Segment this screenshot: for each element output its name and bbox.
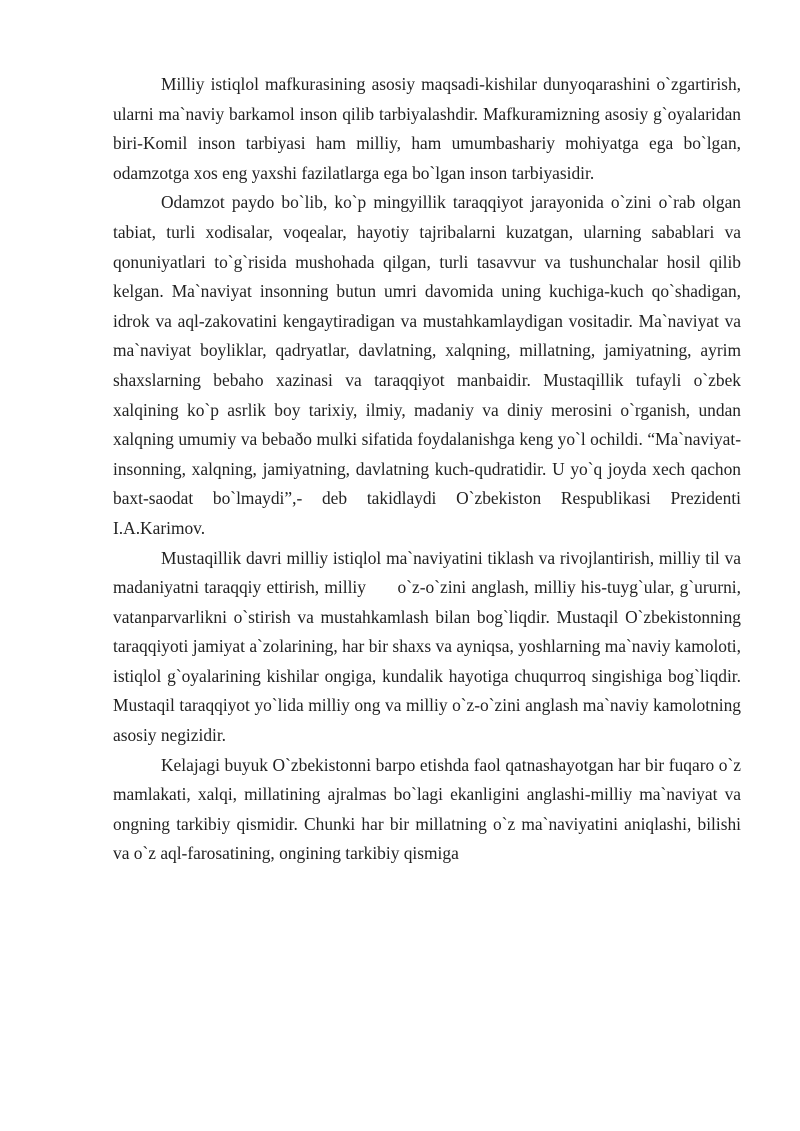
paragraph-1: Milliy istiqlol mafkurasining asosiy maqsadi-kishilar dunyoqarashini o`zgartirish, ularni ma`naviy barkamol inson qilib tarbiyalashdir. Mafkuramizning asosiy g`oyalaridan biri-Komil inson tarbiyasi ham milliy, ham umumbashariy mohiyatga ega bo`lgan, odamzotga xos eng yaxshi fazilatlarga ega bo`lgan inson tarbiyasidir.	[113, 74, 741, 183]
document-body	[113, 70, 741, 869]
paragraph-4: Kelajagi buyuk O`zbekistonni barpo etishda faol qatnashayotgan har bir fuqaro o`z mamlakati, xalqi, millatining ajralmas bo`lagi ekanligini anglashi-milliy ma`naviyat va ongning tarkibiy qismidir. Chunki har bir millatning o`z ma`naviyatini aniqlashi, bilishi va o`z aql-farosatining, ongining tarkibiy qismiga	[113, 754, 741, 864]
paragraph-3: Mustaqillik davri milliy istiqlol ma`naviyatini tiklash va rivojlantirish, milliy til va madaniyatni taraqqiy ettirish, milliy o`z-o`zini anglash, milliy his-tuyg`ular, g`ururni, vatanparvarlikni o`stirish va mustahkamlash bilan bog`liqdir. Mustaqil O`zbekistonning taraqqiyoti jamiyat a`zolarining, har bir shaxs va ayniqsa, yoshlarning ma`naviy kamoloti, istiqlol g`oyalarining kishilar ongiga, kundalik hayotiga chuqurroq singishiga bog`liqdir. Mustaqil taraqqiyot yo`lida milliy ong va milliy o`z-o`zini anglash ma`naviy kamolotning asosiy negizidir.	[113, 547, 741, 746]
paragraph-2: Odamzot paydo bo`lib, ko`p mingyillik taraqqiyot jarayonida o`zini o`rab olgan tabiat, turli xodisalar, voqealar, hayotiy tajribalarni kuzatgan, ularning sabablari va qonuniyatlari to`g`risida mushohada qilgan, turli tasavvur va tushunchalar hosil qilib kelgan. Ma`naviyat insonning butun umri davomida uning kuchiga-kuch qo`shadigan, idrok va aql-zakovatini kengaytiradigan va mustahkamlaydigan vositadir. Ma`naviyat va ma`naviyat boyliklar, qadryatlar, davlatning, xalqning, millatning, jamiyatning, ayrim shaxslarning bebaho xazinasi va taraqqiyot manbaidir. Mustaqillik tufayli o`zbek xalqining ko`p asrlik boy tarixiy, ilmiy, madaniy va diniy merosini o`rganish, undan xalqning umumiy va bebaðo mulki sifatida foydalanishga keng yo`l ochildi. “Ma`naviyat-insonning, xalqning, jamiyatning, davlatning kuch-qudratidir. U yo`q joyda xech qachon baxt-saodat bo`lmaydi”,- deb takidlaydi O`zbekiston Respublikasi Prezidenti I.A.Karimov.	[113, 192, 741, 538]
